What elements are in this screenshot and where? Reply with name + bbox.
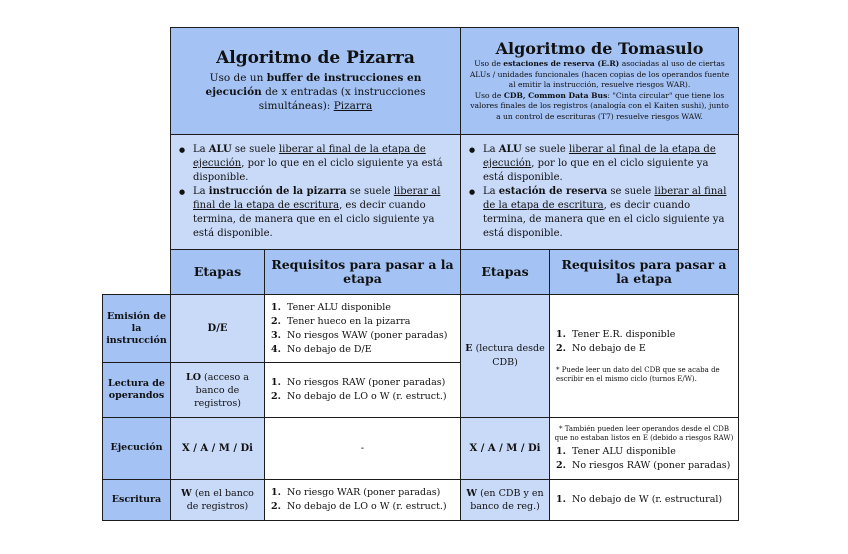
tomasulo-desc1-pre: Uso de xyxy=(474,59,504,69)
tomasulo-header xyxy=(461,28,739,135)
pizarra-header xyxy=(171,28,461,135)
pizarra-bullets xyxy=(171,135,461,250)
requirement-item: 1. Tener ALU disponible xyxy=(271,301,391,313)
pizarra-stage-lectura: LO (acceso a banco de registros) xyxy=(171,363,265,418)
tomasulo-stage-escritura: W (en CDB y en banco de reg.) xyxy=(461,480,550,521)
tomasulo-bullet-alu: ● La ALU se suele liberar al final de la etapa de ejecución, por lo que en el ciclo siguiente ya está disponible. xyxy=(483,143,732,185)
tomasulo-title: Algoritmo de Tomasulo xyxy=(495,38,704,58)
tomasulo-desc2-pre: Uso de xyxy=(474,90,504,100)
pizarra-stage-emision: D/E xyxy=(171,295,265,363)
pizarra-desc-bold: buffer de instrucciones en ejecución xyxy=(205,72,422,99)
tomasulo-stage-emision: E (lectura desde CDB) xyxy=(461,295,550,418)
tomasulo-reqs-escritura xyxy=(550,480,739,521)
pizarra-stage-ejecucion: X / A / M / Di xyxy=(171,418,265,480)
requirement-item: 2. No debajo de LO o W (r. estruct.) xyxy=(271,501,447,512)
tomasulo-etapas-header: Etapas xyxy=(461,250,550,295)
tomasulo-bullet-er: ● La estación de reserva se suele liberar al final de la etapa de escritura, es decir cuando termina, de manera que en el ciclo siguiente ya está disponible. xyxy=(483,185,732,241)
tomasulo-desc2-bold: CDB, Common Data Bus xyxy=(503,90,608,100)
tomasulo-bullets xyxy=(461,135,739,250)
pizarra-reqs-ejecucion: - xyxy=(265,418,461,480)
tomasulo-emision-note: * Puede leer un dato del CDB que se acaba de escribir en el mismo ciclo (turnos E/W). xyxy=(556,366,720,383)
pizarra-reqs-lectura xyxy=(265,363,461,418)
pizarra-link[interactable]: Pizarra xyxy=(333,100,373,113)
pizarra-title: Algoritmo de Pizarra xyxy=(216,47,415,68)
requirement-item: 2. No riesgos RAW (poner paradas) xyxy=(556,459,731,471)
pizarra-requisitos-header: Requisitos para pasar a la etapa xyxy=(265,250,461,295)
tomasulo-reqs-ejecucion xyxy=(550,418,739,480)
requirement-item: 1. No debajo de W (r. estructural) xyxy=(556,494,723,505)
row-label-ejecucion: Ejecución xyxy=(103,418,171,480)
tomasulo-ejecucion-note: * También pueden leer operandos desde el CDB que no estaban listos en E (debido a riesgos RAW) xyxy=(554,424,734,442)
pizarra-reqs-emision xyxy=(265,295,461,363)
requirement-item: 3. No riesgos WAW (poner paradas) xyxy=(271,329,448,341)
requirement-item: 1. No riesgos RAW (poner paradas) xyxy=(271,377,446,388)
row-label-escritura: Escritura xyxy=(103,480,171,521)
tomasulo-requisitos-header: Requisitos para pasar a la etapa xyxy=(550,250,739,295)
row-label-lectura: Lectura de operandos xyxy=(103,363,171,418)
requirement-item: 1. No riesgo WAR (poner paradas) xyxy=(271,487,441,498)
row-label-emision: Emisión de la instrucción xyxy=(103,295,171,363)
pizarra-etapas-header: Etapas xyxy=(171,250,265,295)
requirement-item: 1. Tener E.R. disponible xyxy=(556,329,676,340)
tomasulo-desc2-post: : "Cinta circular" que tiene los valores finales de los registros (analogía con el Kaiten sushi), junto a un control de escrituras (T7) resuelve riesgos WAW. xyxy=(470,90,729,121)
tomasulo-reqs-emision xyxy=(550,295,739,418)
tomasulo-desc1-bold: estaciones de reserva (E.R) xyxy=(503,59,620,69)
comparison-table xyxy=(102,27,739,521)
pizarra-desc-pre: Uso de un xyxy=(209,72,267,85)
pizarra-stage-escritura: W (en el banco de registros) xyxy=(171,480,265,521)
pizarra-bullet-instr: ● La instrucción de la pizarra se suele liberar al final de la etapa de escritura, es decir cuando termina, de manera que en el ciclo siguiente ya está disponible. xyxy=(193,185,454,241)
pizarra-desc-mid: de x entradas (x instrucciones simultáneas): xyxy=(258,86,426,113)
requirement-item: 2. No debajo de LO o W (r. estruct.) xyxy=(271,391,447,402)
requirement-item: 4. No debajo de D/E xyxy=(271,343,372,355)
tomasulo-stage-ejecucion: X / A / M / Di xyxy=(461,418,550,480)
requirement-item: 2. Tener hueco en la pizarra xyxy=(271,315,411,327)
requirement-item: 2. No debajo de E xyxy=(556,343,646,354)
requirement-item: 1. Tener ALU disponible xyxy=(556,445,676,457)
pizarra-reqs-escritura xyxy=(265,480,461,521)
pizarra-bullet-alu: ● La ALU se suele liberar al final de la etapa de ejecución, por lo que en el ciclo siguiente ya está disponible. xyxy=(193,143,454,185)
tomasulo-desc1-post: asociadas al uso de ciertas ALUs / unidades funcionales (hacen copias de los operandos fuente al emitir la instrucción, resuelve riesgos WAR). xyxy=(469,59,730,90)
